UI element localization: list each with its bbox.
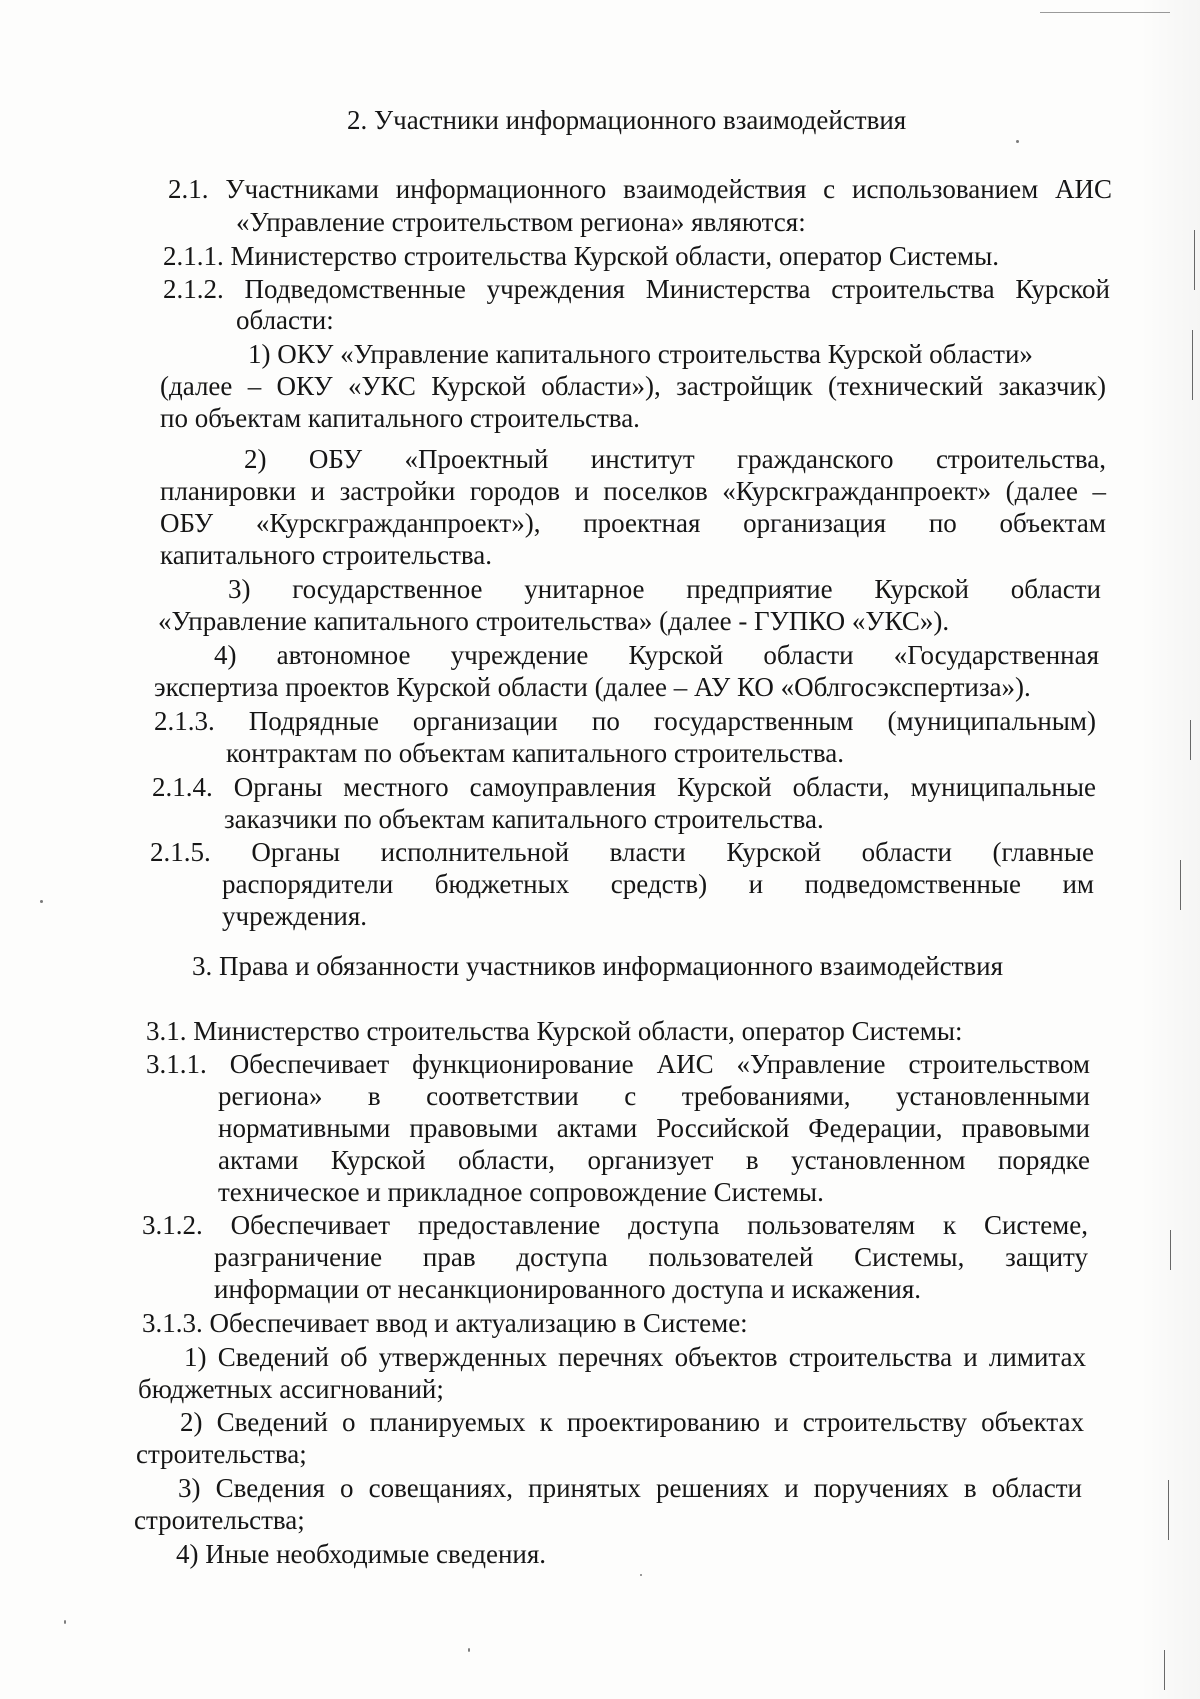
paragraph-line: распорядители бюджетных средств) и подведомственные им	[222, 869, 1094, 899]
paragraph-line: региона» в соответствии с требованиями, установленными	[218, 1081, 1090, 1111]
section-3-heading: 3. Права и обязанности участников информационного взаимодействия	[192, 951, 1004, 981]
paragraph-line: по объектам капитального строительства.	[160, 403, 640, 433]
paragraph-line: строительства;	[136, 1439, 307, 1469]
scan-margin-mark	[1164, 1650, 1165, 1690]
paragraph-line: 1) ОКУ «Управление капитального строительства Курской области»	[248, 339, 1033, 369]
paragraph-line: актами Курской области, организует в установленном порядке	[218, 1145, 1090, 1175]
paragraph-line: разграничение прав доступа пользователей Системы, защиту	[214, 1242, 1088, 1272]
paragraph-line: 2) ОБУ «Проектный институт гражданского строительства,	[244, 444, 1106, 474]
scan-speck	[640, 1574, 642, 1576]
paragraph-line: нормативными правовыми актами Российской Федерации, правовыми	[218, 1113, 1090, 1143]
scan-edge-line	[1040, 12, 1170, 13]
scan-margin-mark	[1180, 860, 1181, 910]
paragraph-line: 2.1.5. Органы исполнительной власти Курской области (главные	[150, 837, 1094, 867]
paragraph-line: 3.1.3. Обеспечивает ввод и актуализацию в Системе:	[142, 1308, 748, 1338]
paragraph-line: 3.1. Министерство строительства Курской области, оператор Системы:	[146, 1016, 963, 1046]
scan-speck	[40, 900, 43, 903]
paragraph-line: «Управление строительством региона» являются:	[236, 207, 806, 237]
scan-speck	[64, 1620, 66, 1624]
paragraph-line: 2.1. Участниками информационного взаимодействия с использованием АИС	[168, 174, 1112, 204]
scan-margin-mark	[1168, 1480, 1169, 1540]
scan-margin-mark	[1170, 1230, 1171, 1270]
paragraph-line: области:	[236, 305, 334, 335]
paragraph-line: 4) автономное учреждение Курской области «Государственная	[214, 640, 1099, 670]
paragraph-line: ОБУ «Курскгражданпроект»), проектная организация по объектам	[160, 508, 1106, 538]
paragraph-line: бюджетных ассигнований;	[138, 1374, 444, 1404]
paragraph-line: 2) Сведений о планируемых к проектированию и строительству объектах	[180, 1407, 1084, 1437]
paragraph-line: 3.1.1. Обеспечивает функционирование АИС «Управление строительством	[146, 1049, 1090, 1079]
paragraph-line: 3) государственное унитарное предприятие Курской области	[228, 574, 1101, 604]
paragraph-line: техническое и прикладное сопровождение Системы.	[218, 1177, 824, 1207]
paragraph-line: 3) Сведения о совещаниях, принятых решениях и поручениях в области	[178, 1473, 1082, 1503]
scan-speck	[1016, 140, 1019, 143]
paragraph-line: 3.1.2. Обеспечивает предоставление доступа пользователям к Системе,	[142, 1210, 1088, 1240]
scan-margin-mark	[1192, 330, 1193, 400]
scan-margin-mark	[1194, 230, 1195, 290]
paragraph-line: 4) Иные необходимые сведения.	[176, 1539, 547, 1569]
paragraph-line: заказчики по объектам капитального строительства.	[224, 804, 824, 834]
paragraph-line: учреждения.	[222, 901, 368, 931]
paragraph-line: 1) Сведений об утвержденных перечнях объектов строительства и лимитах	[184, 1342, 1086, 1372]
paragraph-line: информации от несанкционированного доступа и искажения.	[214, 1274, 922, 1304]
paragraph-line: строительства;	[134, 1505, 305, 1535]
paragraph-line: 2.1.2. Подведомственные учреждения Министерства строительства Курской	[163, 274, 1110, 304]
paragraph-line: капитального строительства.	[160, 540, 493, 570]
paragraph-line: 2.1.1. Министерство строительства Курской области, оператор Системы.	[163, 241, 1000, 271]
scan-margin-mark	[1190, 720, 1191, 760]
paragraph-line: контрактам по объектам капитального строительства.	[226, 738, 844, 768]
section-2-heading: 2. Участники информационного взаимодействия	[347, 105, 907, 135]
paragraph-line: (далее – ОКУ «УКС Курской области»), застройщик (технический заказчик)	[160, 371, 1106, 401]
paragraph-line: «Управление капитального строительства» (далее - ГУПКО «УКС»).	[158, 606, 950, 636]
paragraph-line: 2.1.3. Подрядные организации по государственным (муниципальным)	[154, 706, 1096, 736]
scan-speck	[468, 1648, 470, 1652]
paragraph-line: 2.1.4. Органы местного самоуправления Курской области, муниципальные	[152, 772, 1096, 802]
paragraph-line: планировки и застройки городов и поселков «Курскгражданпроект» (далее –	[160, 476, 1106, 506]
paragraph-line: экспертиза проектов Курской области (далее – АУ КО «Облгосэкспертиза»).	[154, 672, 1031, 702]
